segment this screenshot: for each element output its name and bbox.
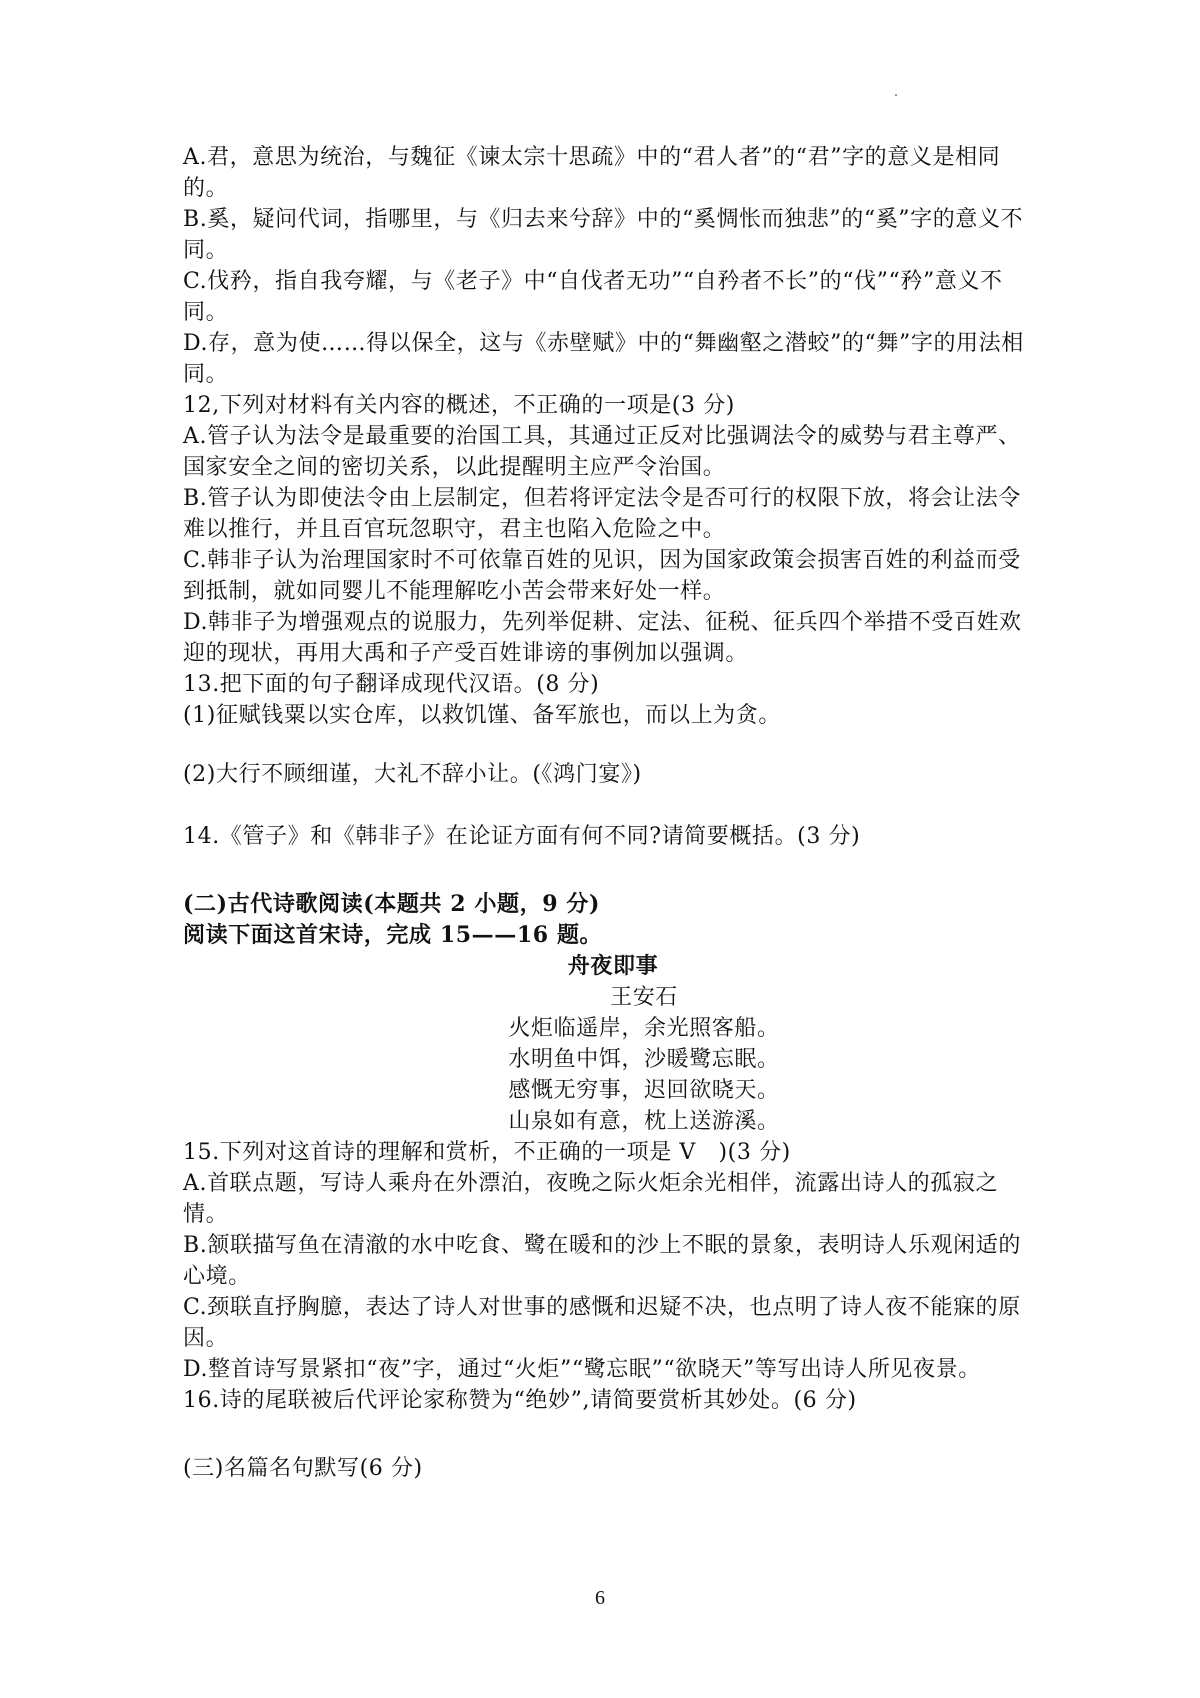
q15-option-b: B.颔联描写鱼在清澈的水中吃食、鹭在暖和的沙上不眠的景象，表明诗人乐观闲适的心境。 (183, 1233, 1021, 1289)
q12-option-d: D.韩非子为增强观点的说服力，先列举促耕、定法、征税、征兵四个举措不受百姓欢迎的现状，再用大禹和子产受百姓诽谤的事例加以强调。 (183, 610, 1022, 666)
poem-line: 水明鱼中饵，沙暖鹭忘眠。 (508, 1047, 780, 1072)
section2-heading: (二)古代诗歌阅读(本题共 2 小题，9 分) (183, 891, 601, 917)
poem-line: 山泉如有意，枕上送游溪。 (508, 1109, 780, 1134)
q13-stem: 13.把下面的句子翻译成现代汉语。(8 分) (183, 672, 600, 697)
section2-instruction: 阅读下面这首宋诗，完成 15——16 题。 (183, 922, 603, 948)
q14-stem: 14.《管子》和《韩非子》在论证方面有何不同?请简要概括。(3 分) (183, 824, 861, 849)
poem-author: 王安石 (610, 985, 678, 1010)
poem-line: 感慨无穷事，迟回欲晓天。 (508, 1078, 780, 1103)
section3-heading: (三)名篇名句默写(6 分) (183, 1456, 423, 1481)
answer-space (183, 1416, 1043, 1453)
q12-option-a: A.管子认为法令是最重要的治国工具，其通过正反对比强调法令的威势与君主尊严、国家安全之间的密切关系，以此提醒明主应严令治国。 (183, 424, 1021, 480)
q11-option-d: D.存，意为使……得以保全，这与《赤壁赋》中的“舞幽壑之潜蛟”的“舞”字的用法相同。 (183, 331, 1024, 387)
q11-option-a: A.君，意思为统治，与魏征《谏太宗十思疏》中的“君人者”的“君”字的意义是相同的。 (183, 145, 1001, 201)
q15-option-c: C.颈联直抒胸臆，表达了诗人对世事的感慨和迟疑不决，也点明了诗人夜不能寐的原因。 (183, 1295, 1021, 1351)
q16-stem: 16.诗的尾联被后代评论家称赞为“绝妙”,请简要赏析其妙处。(6 分) (183, 1388, 857, 1413)
answer-space (183, 731, 1043, 759)
answer-space (183, 790, 1043, 821)
q12-option-c: C.韩非子认为治理国家时不可依靠百姓的见识，因为国家政策会损害百姓的利益而受到抵制，就如同婴儿不能理解吃小苦会带来好处一样。 (183, 548, 1021, 604)
q12-option-b: B.管子认为即使法令由上层制定，但若将评定法令是否可行的权限下放，将会让法令难以推行，并且百官玩忽职守，君主也陷入危险之中。 (183, 486, 1021, 542)
poem-title: 舟夜即事 (567, 953, 659, 979)
q15-stem: 15.下列对这首诗的理解和赏析，不正确的一项是 V )(3 分) (183, 1140, 791, 1165)
q11-option-c: C.伐矜，指自我夸耀，与《老子》中“自伐者无功”“自矜者不长”的“伐”“矜”意义不同。 (183, 269, 1003, 325)
answer-space (183, 852, 1043, 889)
poem-line: 火炬临遥岸，余光照客船。 (508, 1016, 780, 1041)
q15-option-d: D.整首诗写景紧扣“夜”字，通过“火炬”“鹭忘眠”“欲晓天”等写出诗人所见夜景。 (183, 1357, 981, 1382)
page-content (183, 142, 1043, 1484)
scan-speck (895, 94, 897, 96)
q13-sentence-2: (2)大行不顾细谨，大礼不辞小让。(《鸿门宴》) (183, 762, 642, 787)
q12-stem: 12,下列对材料有关内容的概述，不正确的一项是(3 分) (183, 393, 735, 418)
page-number: 6 (595, 1587, 605, 1609)
q15-option-a: A.首联点题，写诗人乘舟在外漂泊，夜晚之际火炬余光相伴，流露出诗人的孤寂之情。 (183, 1171, 999, 1227)
q11-option-b: B.奚，疑问代词，指哪里，与《归去来兮辞》中的“奚惆怅而独悲”的“奚”字的意义不同。 (183, 207, 1024, 263)
q13-sentence-1: (1)征赋钱粟以实仓库，以救饥馑、备军旅也，而以上为贪。 (183, 703, 781, 728)
